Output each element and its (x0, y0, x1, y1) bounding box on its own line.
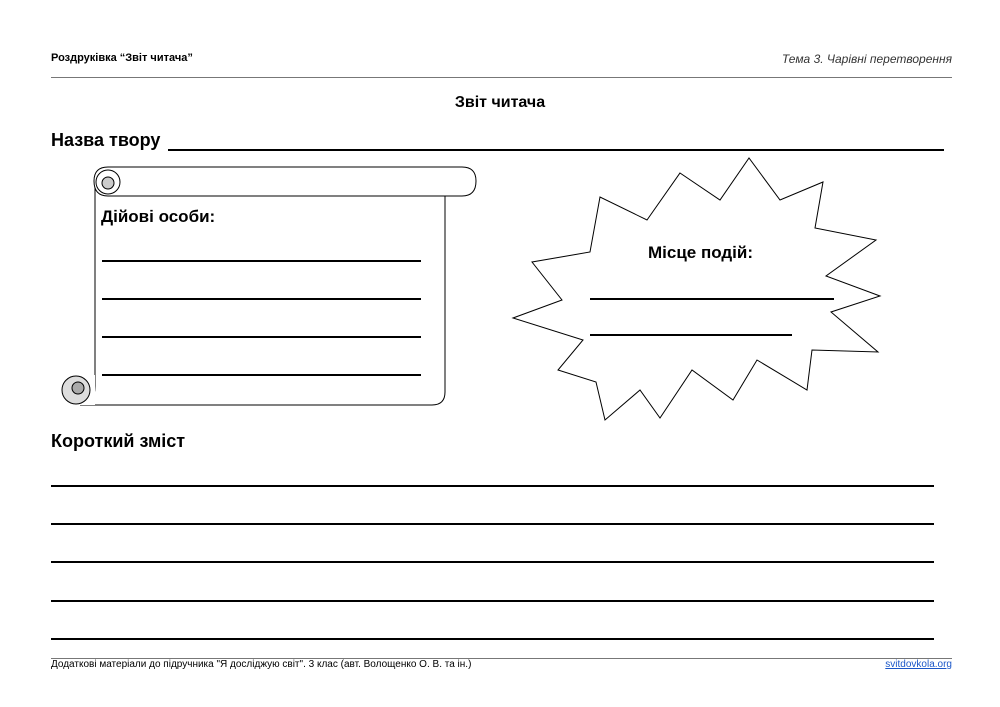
footer-text: Додаткові матеріали до підручника "Я досліджую світ". 3 клас (авт. Волощенко О. В. та ін.) (51, 659, 472, 670)
characters-answer-line-3[interactable] (102, 336, 421, 338)
page-title: Звіт читача (454, 94, 546, 111)
characters-answer-line-4[interactable] (102, 374, 421, 376)
work-title-label: Назва твору (51, 130, 161, 150)
place-answer-line-1[interactable] (590, 298, 834, 300)
scroll-shape (62, 167, 476, 405)
characters-answer-line-1[interactable] (102, 260, 421, 262)
header-right-text: Тема 3. Чарівні перетворення (781, 52, 952, 66)
summary-answer-line-2[interactable] (51, 523, 934, 525)
footer-link[interactable]: svitdovkola.org (885, 659, 952, 670)
summary-answer-line-3[interactable] (51, 561, 934, 563)
header-left-text: Роздруківка “Звіт читача” (51, 52, 193, 64)
place-label: Місце подій: (648, 243, 754, 262)
summary-answer-line-1[interactable] (51, 485, 934, 487)
characters-label: Дійові особи: (101, 207, 216, 226)
characters-answer-line-2[interactable] (102, 298, 421, 300)
summary-label: Короткий зміст (51, 431, 186, 451)
summary-answer-line-4[interactable] (51, 600, 934, 602)
starburst-shape (513, 158, 880, 420)
summary-answer-line-5[interactable] (51, 638, 934, 640)
place-answer-line-2[interactable] (590, 334, 792, 336)
